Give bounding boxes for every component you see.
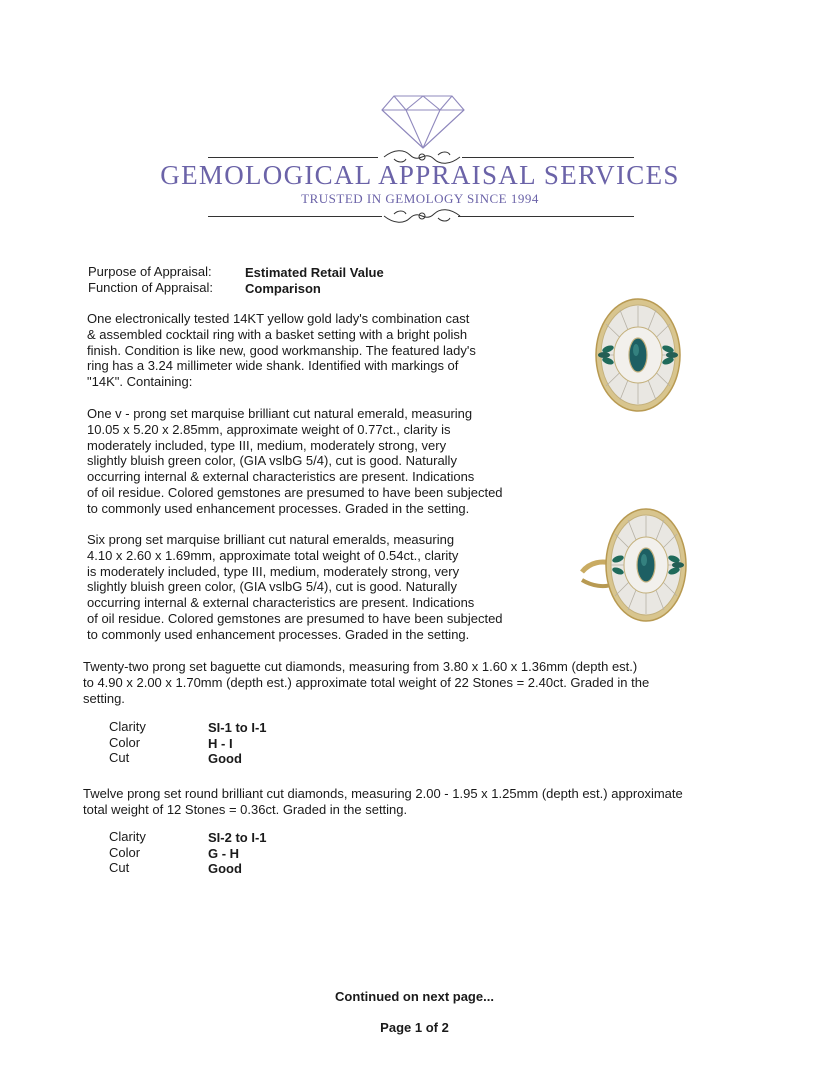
header-rule-top-right <box>462 157 634 158</box>
text-line: Twelve prong set round brilliant cut diamonds, measuring 2.00 - 1.95 x 1.25mm (depth est.) approximate <box>83 786 683 801</box>
ring-photo-top <box>590 294 686 416</box>
company-name: GEMOLOGICAL APPRAISAL SERVICES <box>160 160 680 190</box>
ring-description <box>87 311 476 390</box>
grade-value-clarity: SI-1 to I-1 <box>208 720 267 735</box>
grade-label-cut: Cut <box>109 750 130 765</box>
text-line: total weight of 12 Stones = 0.36ct. Graded in the setting. <box>83 801 408 817</box>
header-rule-bottom-left <box>208 216 382 217</box>
text-line: to commonly used enhancement processes. Graded in the setting. <box>87 626 470 642</box>
purpose-value: Estimated Retail Value <box>245 265 384 280</box>
header-rule-top-left <box>208 157 378 158</box>
text-line: to commonly used enhancement processes. Graded in the setting. <box>87 500 470 516</box>
text-line: One electronically tested 14KT yellow gold lady's combination cast <box>87 311 470 326</box>
text-line: 4.10 x 2.60 x 1.69mm, approximate total weight of 0.54ct., clarity <box>87 547 459 563</box>
purpose-label: Purpose of Appraisal: <box>88 264 212 279</box>
baguette-diamonds-description <box>83 659 649 706</box>
text-line: occurring internal & external characteristics are present. Indications <box>87 595 475 611</box>
grade-label-cut: Cut <box>109 860 130 875</box>
grade-value-color: G - H <box>208 846 240 861</box>
text-line: finish. Condition is like new, good workmanship. The featured lady's <box>87 342 476 358</box>
grade-label-clarity: Clarity <box>109 829 146 844</box>
text-line: 10.05 x 5.20 x 2.85mm, approximate weight of 0.77ct., clarity is <box>87 421 451 437</box>
grade-value-clarity: SI-2 to I-1 <box>208 830 267 845</box>
diamond-outline-icon <box>380 92 466 150</box>
text-line: & assembled cocktail ring with a basket setting with a bright polish <box>87 326 468 342</box>
text-line: Six prong set marquise brilliant cut natural emeralds, measuring <box>87 532 455 547</box>
scroll-ornament-bottom-icon <box>380 206 464 226</box>
text-line: One v - prong set marquise brilliant cut natural emerald, measuring <box>87 406 473 421</box>
grade-label-clarity: Clarity <box>109 719 146 734</box>
text-line: of oil residue. Colored gemstones are presumed to have been subjected <box>87 484 503 500</box>
grade-label-color: Color <box>109 845 141 860</box>
side-emeralds-description <box>87 532 503 643</box>
function-label: Function of Appraisal: <box>88 280 214 295</box>
function-value: Comparison <box>245 281 321 296</box>
grade-value-cut: Good <box>208 861 242 876</box>
grade-label-color: Color <box>109 735 141 750</box>
text-line: moderately included, type III, medium, moderately strong, very <box>87 437 447 453</box>
round-diamonds-description <box>83 786 683 818</box>
ring-photo-side <box>580 504 690 626</box>
text-line: Twenty-two prong set baguette cut diamonds, measuring from 3.80 x 1.60 x 1.36mm (depth est.) <box>83 659 638 674</box>
text-line: slightly bluish green color, (GIA vslbG 5/4), cut is good. Naturally <box>87 453 457 469</box>
center-emerald-description <box>87 406 503 517</box>
text-line: occurring internal & external characteristics are present. Indications <box>87 469 475 485</box>
text-line: slightly bluish green color, (GIA vslbG 5/4), cut is good. Naturally <box>87 579 457 595</box>
text-line: ring has a 3.24 millimeter wide shank. Identified with markings of <box>87 358 459 374</box>
text-line: is moderately included, type III, medium, moderately strong, very <box>87 563 460 579</box>
grade-value-color: H - I <box>208 736 233 751</box>
page-number: Page 1 of 2 <box>380 1020 449 1035</box>
header-rule-bottom-right <box>458 216 634 217</box>
continued-notice: Continued on next page... <box>335 989 494 1004</box>
grade-value-cut: Good <box>208 751 242 766</box>
company-tagline: TRUSTED IN GEMOLOGY SINCE 1994 <box>301 191 539 206</box>
text-line: "14K". Containing: <box>87 374 193 390</box>
text-line: setting. <box>83 690 125 706</box>
text-line: of oil residue. Colored gemstones are presumed to have been subjected <box>87 610 503 626</box>
text-line: to 4.90 x 2.00 x 1.70mm (depth est.) approximate total weight of 22 Stones = 2.40ct. Graded in the <box>83 674 650 690</box>
